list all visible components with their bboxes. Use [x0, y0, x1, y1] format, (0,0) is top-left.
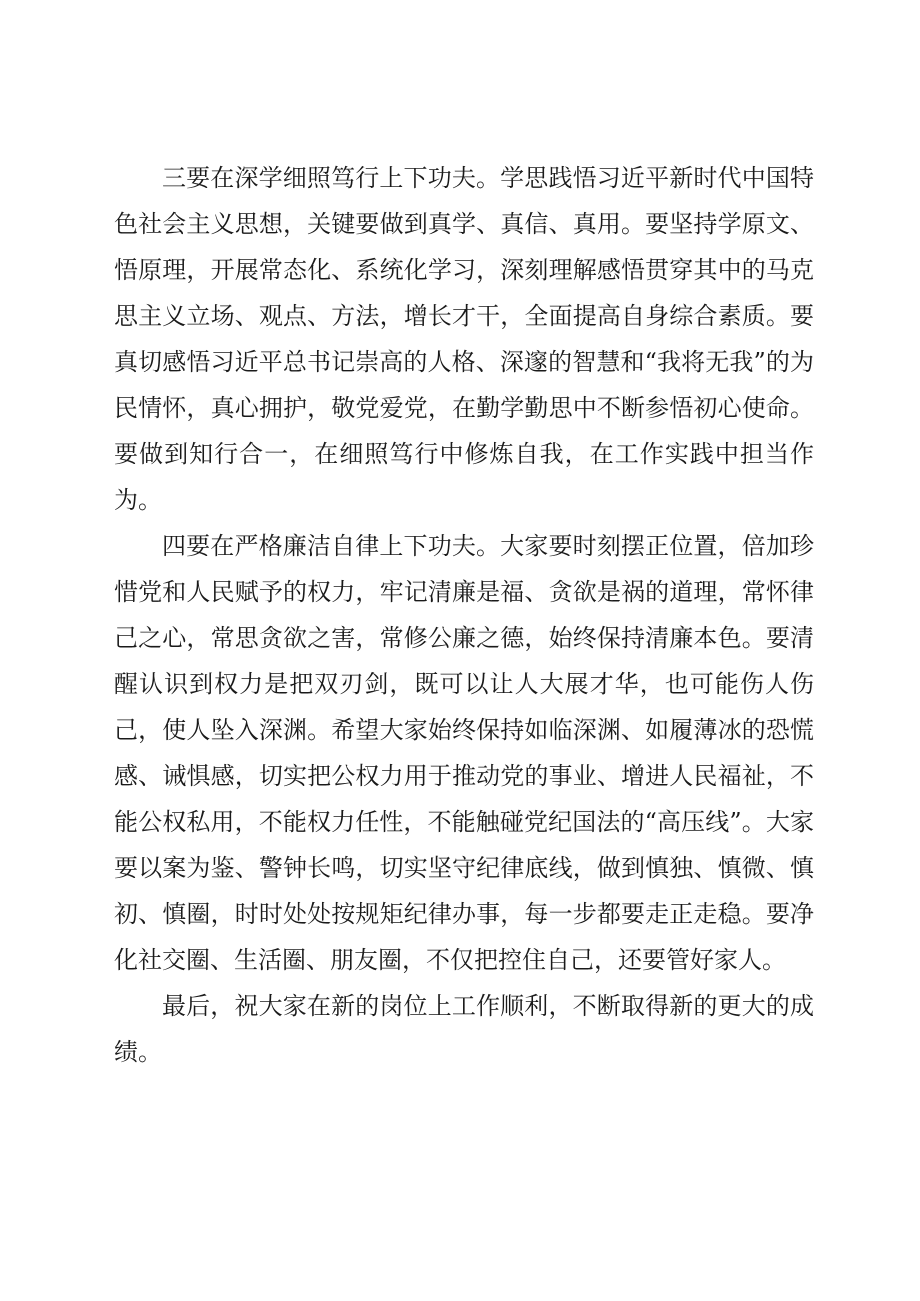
paragraph-section-three: 三要在深学细照笃行上下功夫。学思践悟习近平新时代中国特色社会主义思想，关键要做到真学、真信、真用。要坚持学原文、悟原理，开展常态化、系统化学习，深刻理解感悟贯穿其中的马克思主义立场、观点、方法，增长才干，全面提高自身综合素质。要真切感悟习近平总书记崇高的人格、深邃的智慧和“我将无我”的为民情怀，真心拥护，敬党爱党，在勤学勤思中不断参悟初心使命。要做到知行合一，在细照笃行中修炼自我，在工作实践中担当作为。	[114, 164, 814, 514]
paragraph-closing: 最后，祝大家在新的岗位上工作顺利，不断取得新的更大的成绩。	[114, 992, 814, 1066]
document-body	[114, 155, 814, 1075]
paragraph-section-four: 四要在严格廉洁自律上下功夫。大家要时刻摆正位置，倍加珍惜党和人民赋予的权力，牢记清廉是福、贪欲是祸的道理，常怀律己之心，常思贪欲之害，常修公廉之德，始终保持清廉本色。要清醒认识到权力是把双刃剑，既可以让人大展才华，也可能伤人伤己，使人坠入深渊。希望大家始终保持如临深渊、如履薄冰的恐慌感、诫惧感，切实把公权力用于推动党的事业、增进人民福祉，不能公权私用，不能权力任性，不能触碰党纪国法的“高压线”。大家要以案为鉴、警钟长鸣，切实坚守纪律底线，做到慎独、慎微、慎初、慎圈，时时处处按规矩纪律办事，每一步都要走正走稳。要净化社交圈、生活圈、朋友圈，不仅把控住自己，还要管好家人。	[114, 532, 814, 974]
